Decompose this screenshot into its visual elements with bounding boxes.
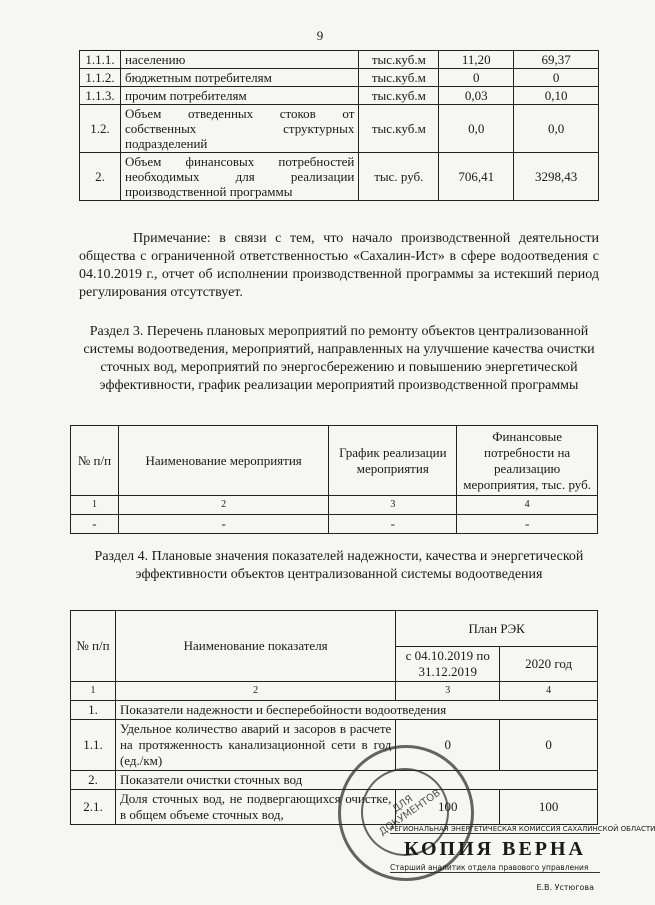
row-name: Объем отведенных стоков от собственных структурных подразделений <box>120 105 358 153</box>
header-num: № п/п <box>71 611 116 682</box>
index-cell: 4 <box>457 496 598 515</box>
row-name: бюджетным потребителям <box>120 69 358 87</box>
index-cell: 1 <box>71 682 116 701</box>
row-number: 1.1.1. <box>80 51 121 69</box>
row-value-2020: 0 <box>514 69 599 87</box>
row-value-2019: 0,03 <box>439 87 514 105</box>
row-unit: тыс.куб.м <box>359 69 439 87</box>
cert-title: КОПИЯ ВЕРНА <box>403 838 586 860</box>
page-number: 9 <box>316 28 324 43</box>
row-number: 1.1.3. <box>80 87 121 105</box>
cert-organization: РЕГИОНАЛЬНАЯ ЭНЕРГЕТИЧЕСКАЯ КОМИССИЯ САХАЛИНСКОЙ ОБЛАСТИ <box>390 825 655 833</box>
header-indicator-name: Наименование показателя <box>115 611 395 682</box>
header-plan: План РЭК <box>396 611 598 647</box>
table-row <box>80 105 599 153</box>
header-schedule: График реализации мероприятия <box>329 426 457 496</box>
row-value-2019: 100 <box>396 790 500 825</box>
indicators-table <box>70 610 598 825</box>
row-number: 1. <box>71 701 116 720</box>
index-cell: 2 <box>118 496 329 515</box>
row-value-2019: 0 <box>439 69 514 87</box>
row-name: Показатели очистки сточных вод <box>115 771 597 790</box>
row-name: Удельное количество аварий и засоров в расчете на протяженность канализационной сети в год (ед./км) <box>115 720 395 771</box>
index-cell: 3 <box>329 496 457 515</box>
row-name: Показатели надежности и бесперебойности водоотведения <box>115 701 597 720</box>
header-measure-name: Наименование мероприятия <box>118 426 329 496</box>
index-cell: 1 <box>71 496 119 515</box>
header-period-2019: с 04.10.2019 по 31.12.2019 <box>396 647 500 682</box>
header-period-2020: 2020 год <box>500 647 598 682</box>
stamp-text: ДЛЯ ДОКУМЕНТОВ <box>377 787 443 839</box>
header-financial-needs: Финансовые потребности на реализацию мероприятия, тыс. руб. <box>457 426 598 496</box>
table-row <box>71 771 598 790</box>
table-row <box>80 51 599 69</box>
certification-stamp <box>390 825 655 892</box>
table-row <box>71 720 598 771</box>
row-unit: тыс.куб.м <box>359 51 439 69</box>
row-value-2020: 0 <box>500 720 598 771</box>
row-unit: тыс.куб.м <box>359 87 439 105</box>
table-row <box>71 790 598 825</box>
row-number: 1.2. <box>80 105 121 153</box>
data-cell: - <box>329 515 457 534</box>
table-row <box>80 87 599 105</box>
index-cell: 4 <box>500 682 598 701</box>
index-cell: 3 <box>396 682 500 701</box>
row-value-2019: 0,0 <box>439 105 514 153</box>
row-value-2020: 100 <box>500 790 598 825</box>
data-cell: - <box>71 515 119 534</box>
header-num: № п/п <box>71 426 119 496</box>
row-value-2020: 3298,43 <box>514 153 599 201</box>
row-number: 2. <box>80 153 121 201</box>
row-number: 2.1. <box>71 790 116 825</box>
table-row <box>80 69 599 87</box>
section3-title: Раздел 3. Перечень плановых мероприятий по ремонту объектов централизованной системы водоотведения, мероприятий, направленных на улучшение качества очистки сточных вод, мероприятий по энергосбережению и повышению энергетической эффективности, график реализации мероприятий производственной программы <box>83 324 595 393</box>
data-cell: - <box>118 515 329 534</box>
row-value-2020: 69,37 <box>514 51 599 69</box>
row-unit: тыс.куб.м <box>359 105 439 153</box>
row-name: прочим потребителям <box>120 87 358 105</box>
row-number: 1.1. <box>71 720 116 771</box>
section4-title: Раздел 4. Плановые значения показателей надежности, качества и энергетической эффективности объектов централизованной системы водоотведения <box>94 549 584 582</box>
row-unit: тыс. руб. <box>359 153 439 201</box>
row-name: Объем финансовых потребностей необходимых для реализации производственной программы <box>120 153 358 201</box>
row-number: 2. <box>71 771 116 790</box>
production-volumes-table <box>79 50 599 201</box>
data-cell: - <box>457 515 598 534</box>
table-row <box>80 153 599 201</box>
table-row <box>71 701 598 720</box>
note-paragraph: Примечание: в связи с тем, что начало производственной деятельности общества с ограниченной ответственностью «Сахалин-Ист» в сфере водоотведения с 04.10.2019 г., отчет об исполнении производственной программы за истекший период регулирования отсутствует. <box>79 231 599 300</box>
row-value-2019: 0 <box>396 720 500 771</box>
row-name: населению <box>120 51 358 69</box>
row-number: 1.1.2. <box>80 69 121 87</box>
row-value-2020: 0,0 <box>514 105 599 153</box>
cert-position: Старший аналитик отдела правового управления <box>390 863 600 873</box>
row-value-2020: 0,10 <box>514 87 599 105</box>
row-value-2019: 706,41 <box>439 153 514 201</box>
index-cell: 2 <box>115 682 395 701</box>
cert-signatory: Е.В. Устюгова <box>536 883 594 892</box>
row-value-2019: 11,20 <box>439 51 514 69</box>
planned-measures-table <box>70 425 598 534</box>
row-name: Доля сточных вод, не подвергающихся очистке, в общем объеме сточных вод, <box>115 790 395 825</box>
